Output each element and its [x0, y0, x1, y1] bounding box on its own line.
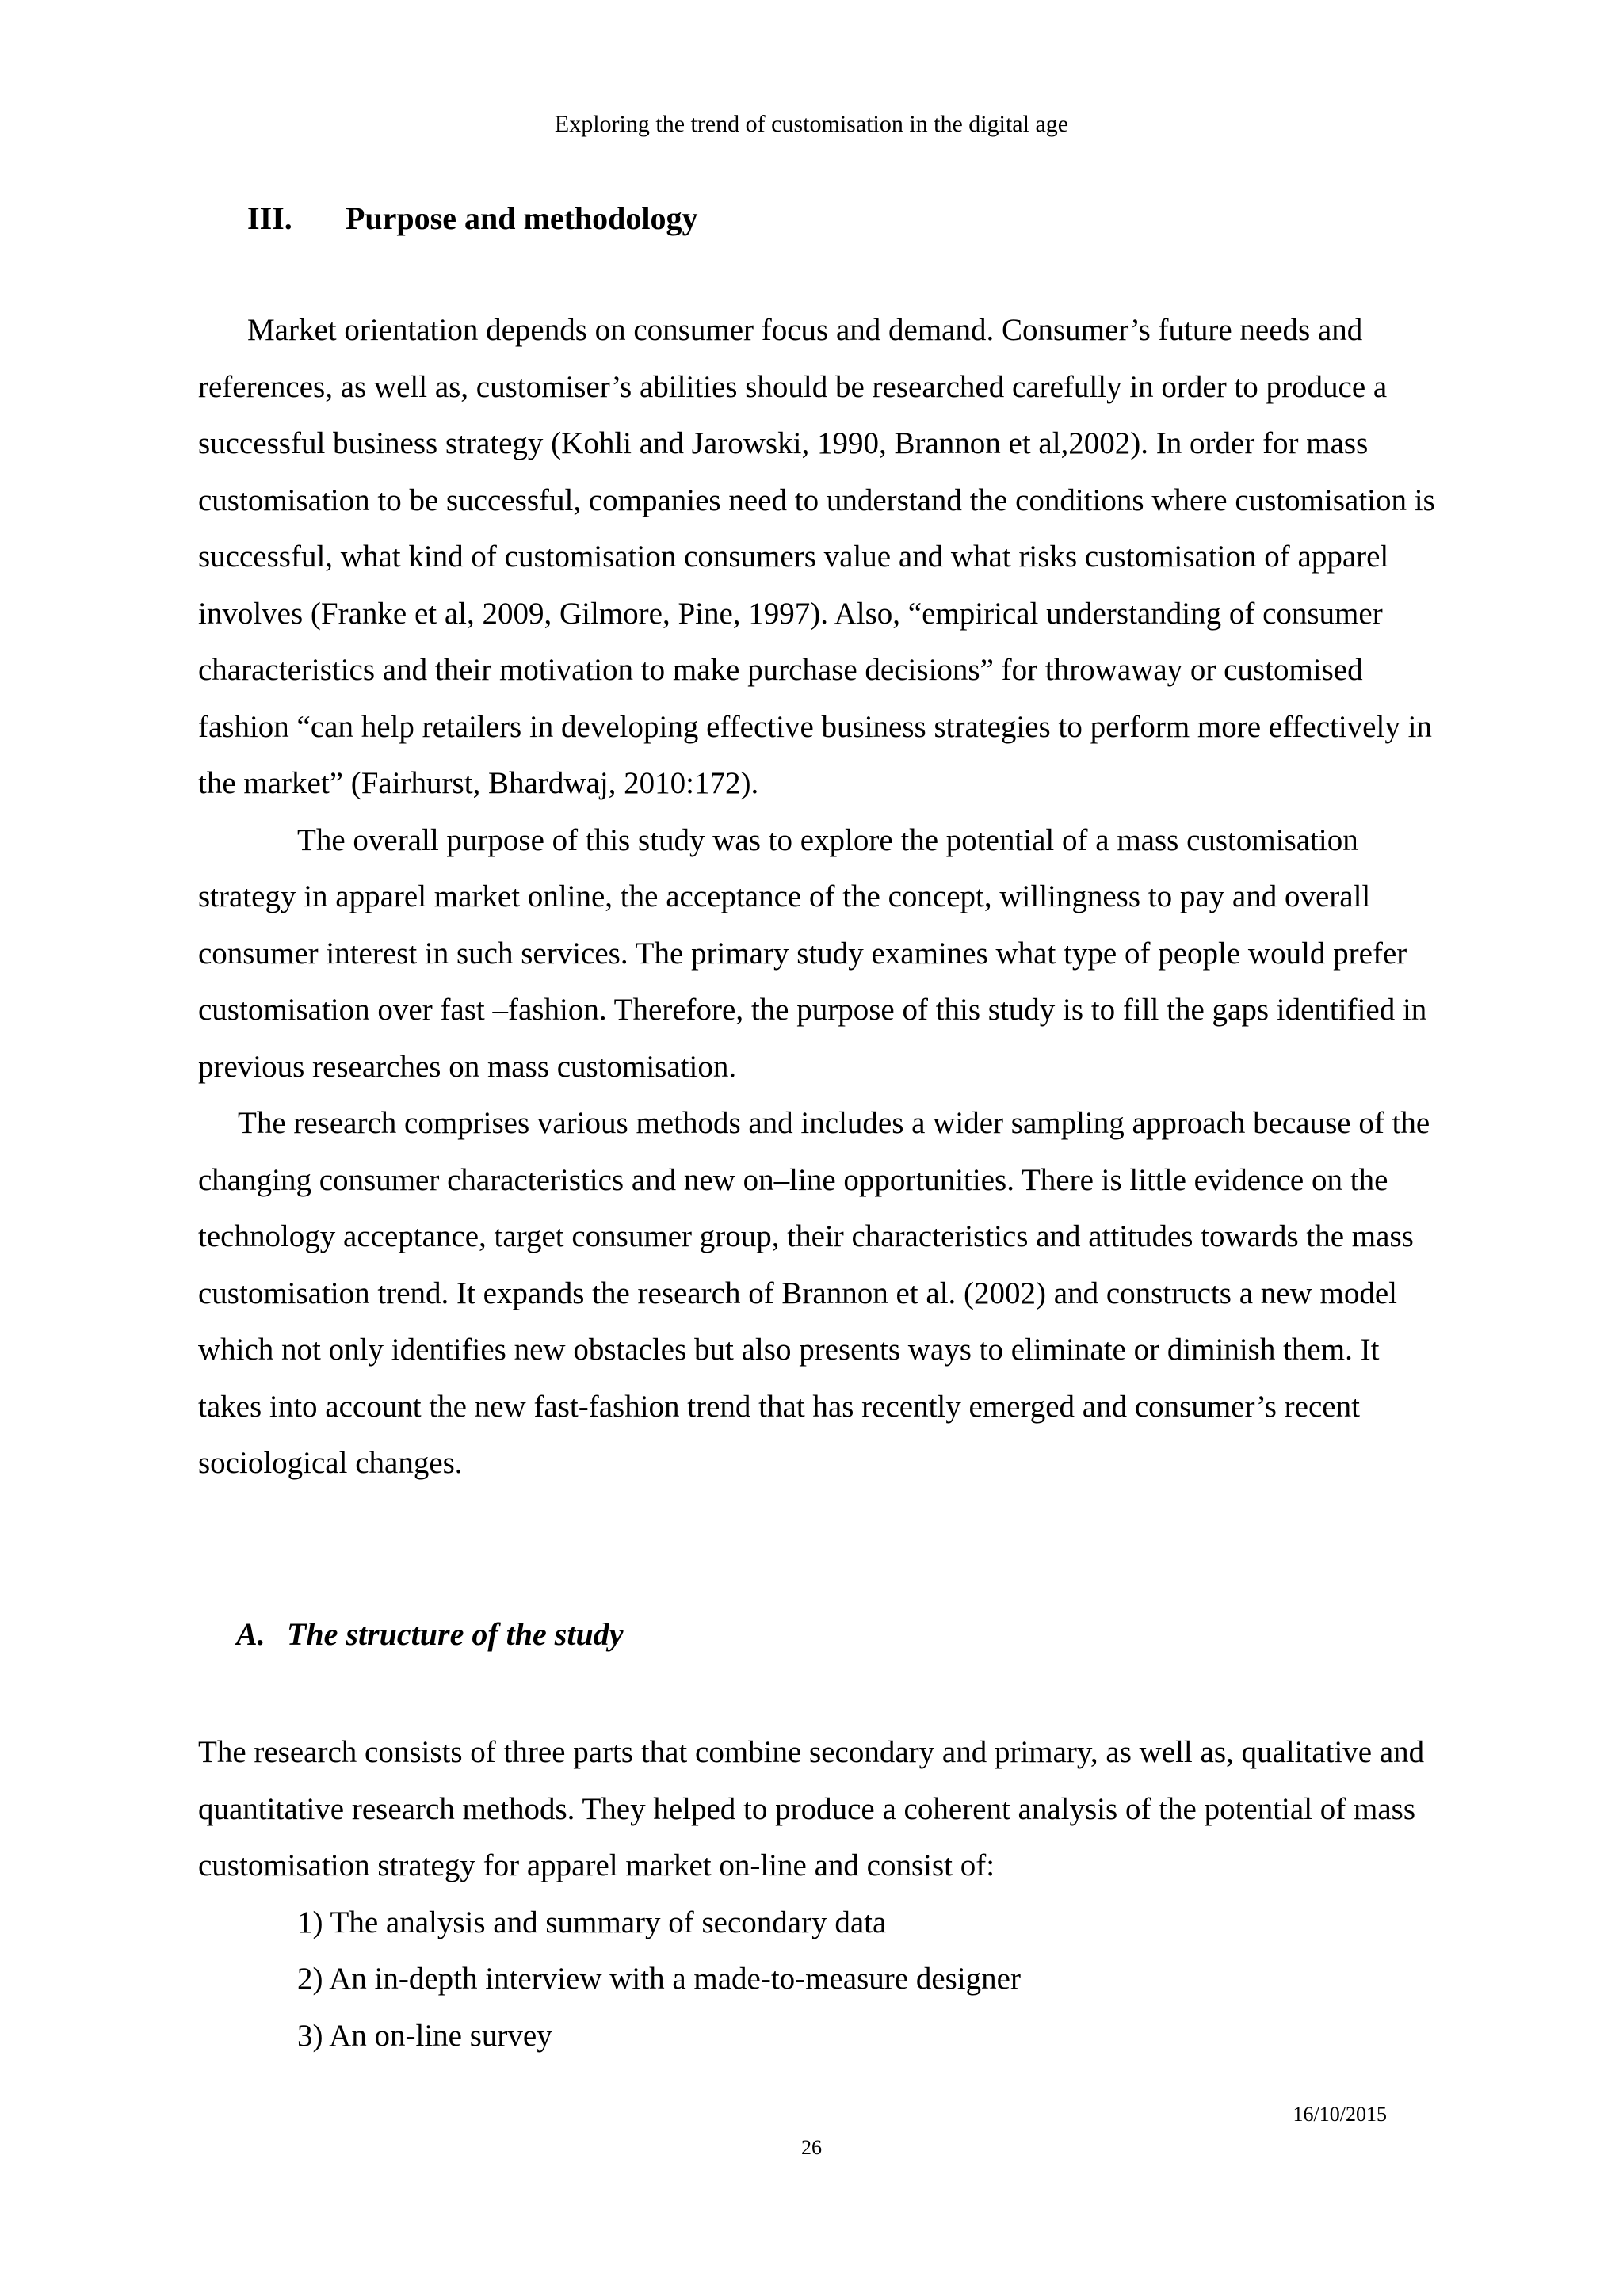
study-parts-list [198, 1894, 1442, 2065]
subsection-heading [236, 1611, 623, 1658]
section-heading [247, 195, 698, 242]
paragraph-market-orientation: Market orientation depends on consumer focus and demand. Consumer’s future needs and references, as well as, customiser’s abilities should be researched carefully in order to produce a successful business strategy (Kohli and Jarowski, 1990, Brannon et al,2002). In order for mass customisation to be successful, companies need to understand the conditions where customisation is successful, what kind of customisation consumers value and what risks customisation of apparel involves (Franke et al, 2009, Gilmore, Pine, 1997). Also, “empirical understanding of consumer characteristics and their motivation to make purchase decisions” for throwaway or customised fashion “can help retailers in developing effective business strategies to perform more effectively in the market” (Fairhurst, Bhardwaj, 2010:172). [198, 313, 1435, 800]
section-title: Purpose and methodology [346, 200, 698, 236]
list-item: 3) An on-line survey [297, 2018, 552, 2053]
footer-date: 16/10/2015 [1293, 2103, 1387, 2126]
list-item: 1) The analysis and summary of secondary data [297, 1905, 887, 1939]
subsection-title: The structure of the study [287, 1616, 624, 1652]
section-number: III. [247, 200, 292, 236]
list-item: 2) An in-depth interview with a made-to-measure designer [297, 1962, 1021, 1996]
section-body [198, 302, 1442, 1492]
paragraph-structure-intro: The research consists of three parts that combine secondary and primary, as well as, qualitative and quantitative research methods. They helped to produce a coherent analysis of the potential of mass customisation strategy for apparel market on-line and consist of: [198, 1735, 1425, 1882]
paragraph-study-purpose: The overall purpose of this study was to explore the potential of a mass customisation strategy in apparel market online, the acceptance of the concept, willingness to pay and overall consumer interest in such services. The primary study examines what type of people would prefer customisation over fast –fashion. Therefore, the purpose of this study is to fill the gaps identified in previous researches on mass customisation. [198, 822, 1427, 1084]
running-header: Exploring the trend of customisation in the digital age [554, 111, 1069, 137]
paragraph-research-methods: The research comprises various methods and includes a wider sampling approach because of the changing consumer characteristics and new on–line opportunities. There is little evidence on the technology acceptance, target consumer group, their characteristics and attitudes towards the mass customisation trend. It expands the research of Brannon et al. (2002) and constructs a new model which not only identifies new obstacles but also presents ways to eliminate or diminish them. It takes into account the new fast-fashion trend that has recently emerged and consumer’s recent sociological changes. [198, 1106, 1430, 1480]
subsection-body [198, 1724, 1442, 2064]
page-number: 26 [801, 2136, 822, 2159]
subsection-letter: A. [236, 1616, 265, 1652]
